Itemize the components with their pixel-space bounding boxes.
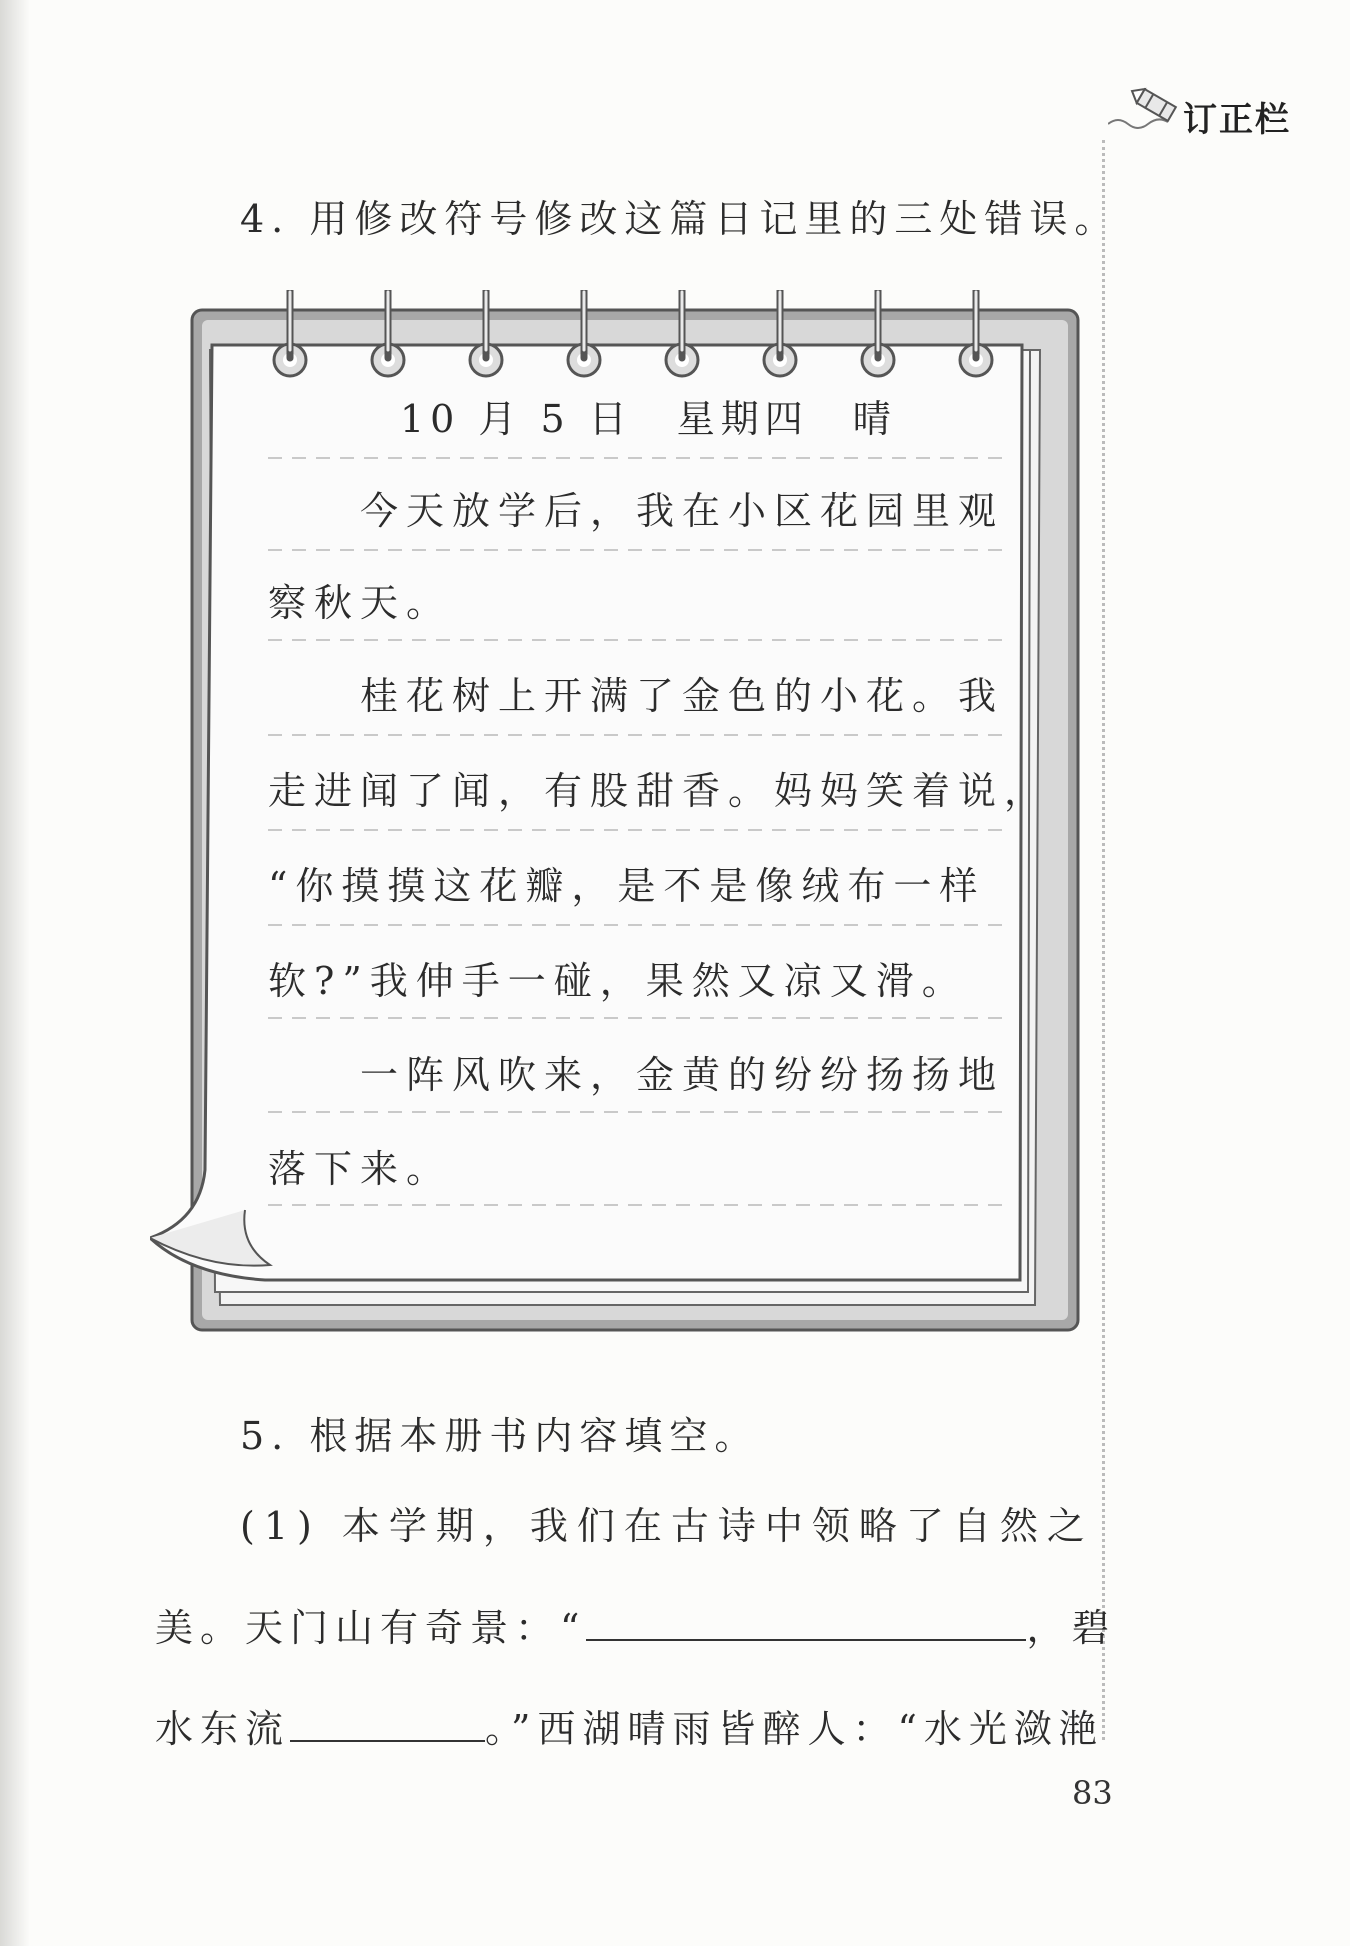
fill-blank-2[interactable]: [290, 1706, 485, 1742]
diary-line-6: 软?”我伸手一碰，果然又凉又滑。: [268, 959, 968, 1003]
correction-margin-divider: [1102, 140, 1105, 1740]
question-5-line2-prefix: 美。天门山有奇景：“: [155, 1606, 587, 1650]
diary-line-1: 今天放学后，我在小区花园里观: [268, 489, 1005, 533]
diary-line-3: 桂花树上开满了金色的小花。我: [268, 674, 1005, 718]
correction-column-title: 订正栏: [1183, 100, 1291, 140]
question-5-item1-line2: [155, 1597, 1116, 1652]
diary-line-8: 落下来。: [268, 1147, 453, 1191]
diary-line-4: 走进闻了闻，有股甜香。妈妈笑着说，: [268, 769, 1051, 813]
pencil-icon: [1108, 86, 1188, 136]
correction-column-header: [1108, 86, 1338, 146]
diary-line-5: “你摸摸这花瓣，是不是像绒布一样: [268, 864, 986, 908]
question-5-heading: 5. 根据本册书内容填空。: [240, 1414, 760, 1458]
question-5-line2-suffix: ，碧: [1026, 1606, 1117, 1650]
diary-line-7: 一阵风吹来，金黄的纷纷扬扬地: [268, 1053, 1005, 1097]
diary-date-line: 10 月 5 日 星期四 晴: [400, 397, 897, 441]
question-5-line3-prefix: 水东流: [155, 1707, 291, 1751]
diary-line-2: 察秋天。: [268, 581, 453, 625]
question-5-item1-line1: (1) 本学期，我们在古诗中领略了自然之: [240, 1504, 1094, 1548]
fill-blank-1[interactable]: [586, 1605, 1026, 1641]
page-number: 83: [1072, 1774, 1113, 1812]
question-5-line3-suffix: 。”西湖晴雨皆醉人：“水光潋滟: [485, 1707, 1104, 1751]
page-edge-shadow: [0, 0, 30, 1946]
question-4-text: 4. 用修改符号修改这篇日记里的三处错误。: [240, 197, 1120, 241]
question-5-item1-line3: [155, 1698, 1104, 1753]
